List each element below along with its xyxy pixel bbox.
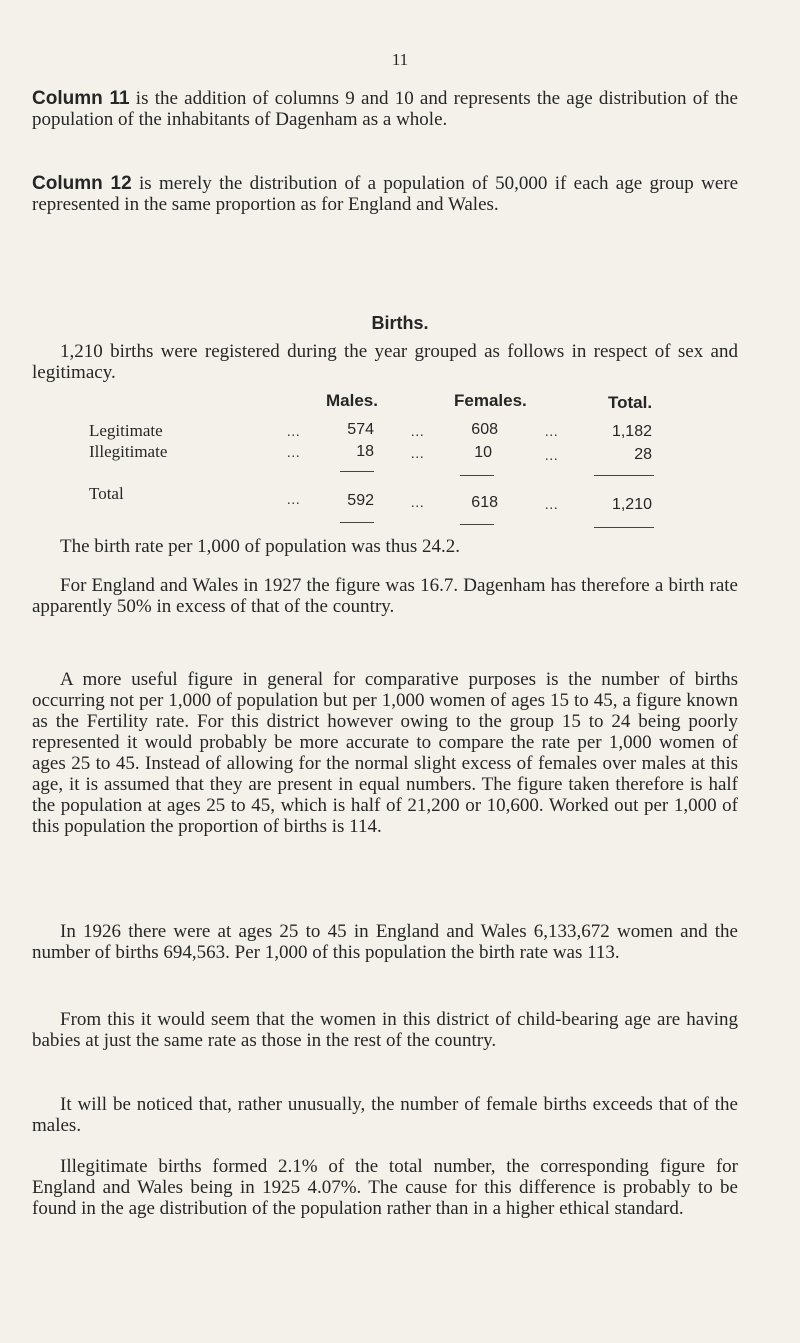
illegitimate-paragraph: Illegitimate births formed 2.1% of the total number, the corresponding figure for England and Wales being in 1925 4.07%. The cause for this difference is probably to be found in the age distribution of the population rather than in a higher ethical standard. bbox=[32, 1156, 738, 1219]
leader-dots: ... bbox=[287, 425, 301, 440]
header-total: Total. bbox=[608, 393, 653, 412]
row-label-illegitimate: Illegitimate bbox=[89, 442, 168, 461]
header-females: Females. bbox=[454, 391, 527, 410]
cell-legitimate-males: 574 bbox=[347, 421, 374, 438]
sum-rule-females bbox=[460, 524, 494, 525]
column-11-lead: Column 11 bbox=[32, 88, 130, 109]
cell-total-males: 592 bbox=[347, 492, 374, 509]
cell-legitimate-total: 1,182 bbox=[611, 423, 652, 440]
cell-illegitimate-total: 28 bbox=[634, 446, 652, 463]
page-number: 11 bbox=[391, 50, 409, 69]
leader-dots: ... bbox=[287, 446, 301, 461]
column-12-text: is merely the distribution of a population of 50,000 if each age group were represented in the same proportion as for England and Wales. bbox=[32, 173, 739, 215]
from-this-paragraph: From this it would seem that the women in this district of child-bearing age are having babies at just the same rate as those in the rest of the country. bbox=[32, 1009, 738, 1051]
sum-rule-total bbox=[594, 527, 654, 528]
cell-illegitimate-males: 18 bbox=[356, 443, 374, 460]
header-males: Males. bbox=[326, 391, 378, 410]
leader-dots: ... bbox=[545, 498, 559, 513]
births-intro-paragraph: 1,210 births were registered during the year grouped as follows in respect of sex and legitimacy. bbox=[32, 341, 738, 383]
cell-legitimate-females: 608 bbox=[471, 421, 498, 438]
births-table bbox=[0, 0, 800, 560]
leader-dots: ... bbox=[411, 425, 425, 440]
births-heading: Births. bbox=[371, 313, 429, 333]
cell-illegitimate-females: 10 bbox=[474, 444, 492, 461]
cell-total-females: 618 bbox=[471, 494, 498, 511]
row-label-total: Total bbox=[89, 484, 124, 503]
column-11-text: is the addition of columns 9 and 10 and represents the age distribution of the population of the inhabitants of Dagenham as a whole. bbox=[32, 88, 738, 130]
sum-rule-males bbox=[340, 471, 374, 472]
sum-rule-females bbox=[460, 475, 494, 476]
row-label-legitimate: Legitimate bbox=[89, 421, 163, 440]
noticed-paragraph: It will be noticed that, rather unusually, the number of female births exceeds that of the males. bbox=[32, 1094, 738, 1136]
in-1926-paragraph: In 1926 there were at ages 25 to 45 in England and Wales 6,133,672 women and the number of births 694,563. Per 1,000 of this population the birth rate was 113. bbox=[32, 921, 738, 963]
leader-dots: ... bbox=[545, 425, 559, 440]
england-wales-paragraph: For England and Wales in 1927 the figure was 16.7. Dagenham has therefore a birth rate apparently 50% in excess of that of the country. bbox=[32, 575, 738, 617]
fertility-paragraph: A more useful figure in general for comparative purposes is the number of births occurring not per 1,000 of population but per 1,000 women of ages 15 to 45, a figure known as the Fertility rate. For this district however owing to the group 15 to 24 being poorly represented it would probably be more accurate to compare the rate per 1,000 women of ages 25 to 45. Instead of allowing for the normal slight excess of females over males at this age, it is assumed that they are present in equal numbers. The figure taken therefore is half the population at ages 25 to 45, which is half of 21,200 or 10,600. Worked out per 1,000 of this population the proportion of births is 114. bbox=[32, 669, 738, 837]
leader-dots: ... bbox=[411, 447, 425, 462]
leader-dots: ... bbox=[287, 493, 301, 508]
leader-dots: ... bbox=[545, 449, 559, 464]
cell-total-total: 1,210 bbox=[611, 496, 652, 513]
sum-rule-total bbox=[594, 475, 654, 476]
sum-rule-males bbox=[340, 522, 374, 523]
leader-dots: ... bbox=[411, 496, 425, 511]
birth-rate-paragraph: The birth rate per 1,000 of population was thus 24.2. bbox=[60, 536, 460, 557]
column-12-lead: Column 12 bbox=[32, 173, 132, 194]
